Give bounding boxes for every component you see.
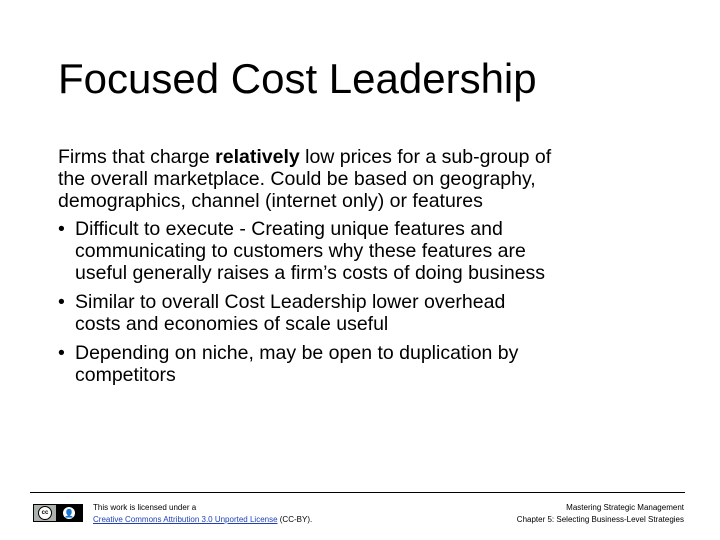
bullet-line: Similar to overall Cost Leadership lower overhead (75, 291, 506, 313)
footer-divider (30, 492, 685, 493)
emphasis-relatively: relatively (215, 146, 300, 168)
book-title: Mastering Strategic Management (566, 503, 684, 512)
intro-line-1: Firms that charge relatively low prices for a sub-group of (58, 146, 552, 168)
cc-logo-section (34, 505, 56, 521)
chapter-title: Chapter 5: Selecting Business-Level Strategies (516, 515, 684, 524)
slide-body (58, 146, 678, 393)
bullet-line: Difficult to execute - Creating unique features and (75, 218, 503, 240)
bullet-dot: • (58, 342, 65, 364)
bullet-dot: • (58, 291, 65, 313)
intro-line-3: demographics, channel (internet only) or features (58, 190, 483, 212)
license-line-2: Creative Commons Attribution 3.0 Unported License (CC-BY). (93, 515, 313, 524)
license-link[interactable]: Creative Commons Attribution 3.0 Unported License (93, 515, 278, 524)
bullet-line: communicating to customers why these features are (75, 240, 526, 262)
cc-circle-icon: cc (38, 506, 52, 520)
slide-title: Focused Cost Leadership (58, 55, 537, 102)
bullet-list (58, 218, 678, 386)
license-line-1: This work is licensed under a (93, 503, 197, 512)
intro-paragraph (58, 146, 678, 212)
bullet-dot: • (58, 218, 65, 240)
bullet-line: competitors (75, 364, 176, 386)
bullet-item (58, 342, 678, 386)
cc-by-license-icon[interactable] (33, 504, 83, 522)
bullet-line: costs and economies of scale useful (75, 313, 389, 335)
bullet-item (58, 218, 678, 284)
intro-line-2: the overall marketplace. Could be based on geography, (58, 168, 536, 190)
by-attribution-section (56, 505, 82, 521)
person-icon: 👤 (64, 508, 74, 518)
bullet-item (58, 291, 678, 335)
bullet-line: useful generally raises a firm’s costs of doing business (75, 262, 546, 284)
bullet-line: Depending on niche, may be open to duplication by (75, 342, 519, 364)
license-notice (93, 502, 312, 526)
book-info (517, 502, 684, 526)
